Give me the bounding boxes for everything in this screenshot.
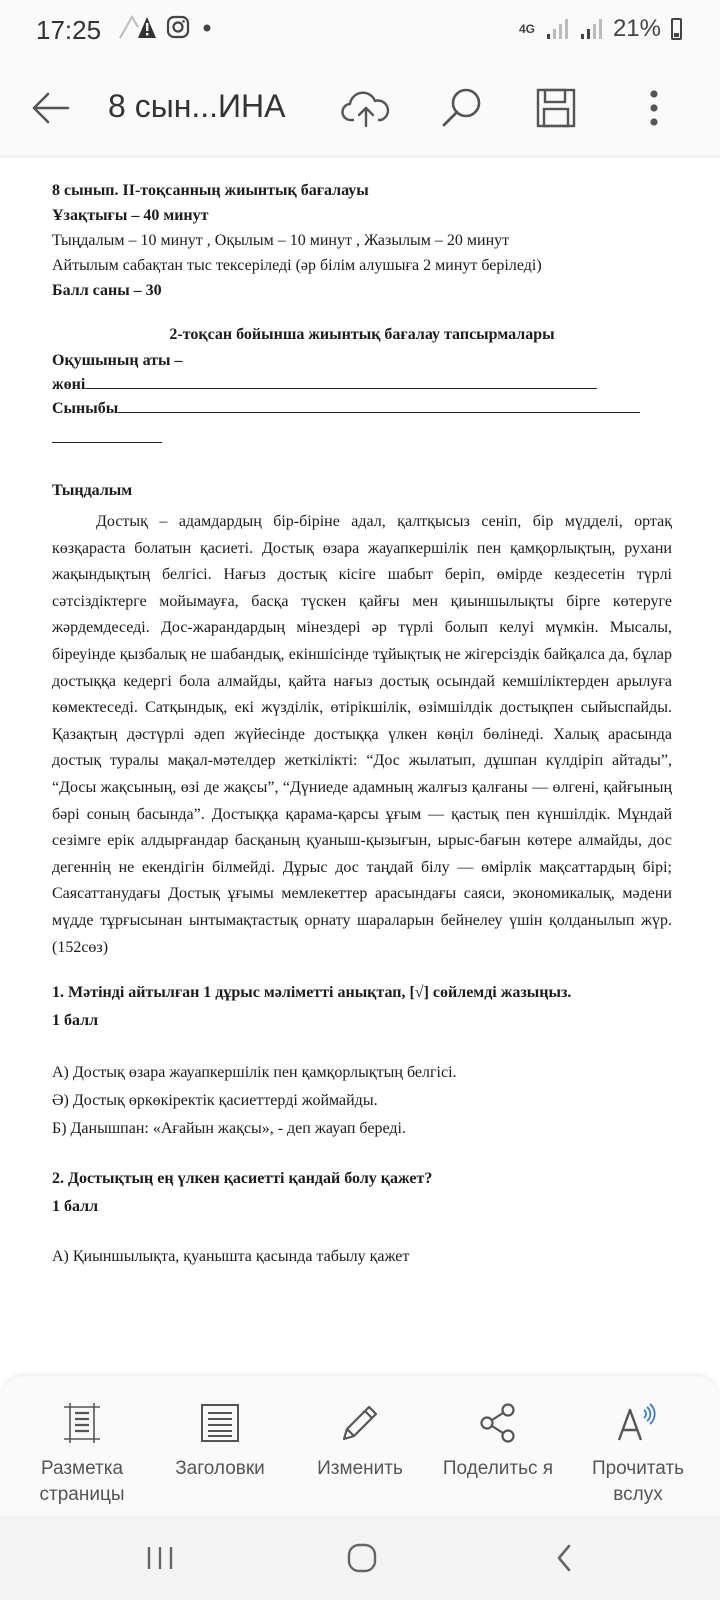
doc-sections: Тыңдалым – 10 минут , Оқылым – 10 минут , Жазылым – 20 минут <box>52 232 510 249</box>
app-bar <box>0 60 720 157</box>
doc-duration: Ұзақтығы – 40 минут <box>52 207 209 224</box>
dot-icon <box>198 15 216 39</box>
toolbar-read-aloud-label: Прочитать вслух <box>591 1458 685 1505</box>
student-name-label: Оқушының аты – <box>52 352 183 369</box>
notification-icons <box>118 14 216 40</box>
pencil-icon <box>290 1398 430 1448</box>
instagram-icon <box>166 15 190 39</box>
more-vert-icon[interactable] <box>628 82 680 134</box>
question-1-options <box>52 1059 672 1143</box>
search-icon[interactable] <box>436 82 488 134</box>
question-2-title: 2. Достықтың ең үлкен қасиетті қандай болу қажет? <box>52 1170 433 1188</box>
status-bar <box>0 0 720 60</box>
student-surname-row <box>52 373 672 397</box>
read-aloud-icon <box>568 1398 708 1448</box>
system-nav-bar <box>0 1516 720 1600</box>
toolbar-edit-label: Изменить <box>317 1458 403 1479</box>
toolbar-read-aloud[interactable] <box>568 1398 708 1508</box>
q1-option-ae: Ә) Достық өркөкіректік қасиеттерді жоймайды. <box>52 1092 378 1110</box>
home-icon[interactable] <box>332 1536 392 1580</box>
share-icon <box>428 1398 568 1448</box>
signal-icon-2 <box>579 18 603 40</box>
network-type: 4G <box>518 22 535 36</box>
toolbar-edit[interactable] <box>290 1398 430 1482</box>
signal-icon <box>545 18 569 40</box>
doc-header <box>52 178 672 303</box>
toolbar-headings-label: Заголовки <box>175 1458 265 1479</box>
extra-blank-row <box>52 427 672 451</box>
doc-speaking-note: Айтылым сабақтан тыс тексеріледі (әр білім алушыға 2 минут беріледі) <box>52 257 542 274</box>
save-icon[interactable] <box>530 82 582 134</box>
status-time: 17:25 <box>36 15 102 45</box>
toolbar-page-layout[interactable] <box>12 1398 152 1508</box>
class-blank-line <box>118 398 640 413</box>
toolbar-headings[interactable] <box>150 1398 290 1482</box>
q1-option-a: А) Достық өзара жауапкершілік пен қамқорлықтың белгісі. <box>52 1064 457 1082</box>
class-label: Сыныбы <box>52 400 119 417</box>
question-1-title: 1. Мәтінді айтылған 1 дұрыс мәліметті анықтап, [√] сөйлемді жазыңыз. <box>52 984 572 1002</box>
question-2-points: 1 балл <box>52 1198 99 1216</box>
bottom-toolbar <box>0 1376 720 1516</box>
headings-icon <box>150 1398 290 1448</box>
extra-blank-line <box>52 428 162 443</box>
document-title: 8 сын...ИНА <box>108 88 286 124</box>
toolbar-share[interactable] <box>428 1398 568 1482</box>
toolbar-share-label: Поделитьс я <box>442 1458 554 1479</box>
toolbar-page-layout-label: Разметка страницы <box>39 1458 125 1505</box>
doc-title: 8 сынып. II-тоқсанның жиынтық бағалауы <box>52 182 369 199</box>
q1-option-b: Б) Данышпан: «Ағайын жақсы», - деп жауап береді. <box>52 1120 406 1138</box>
battery-icon <box>671 18 682 40</box>
warning-icon <box>118 14 158 40</box>
task-title: 2-тоқсан бойынша жиынтық бағалау тапсырмалары <box>169 326 555 343</box>
back-arrow-icon[interactable] <box>24 82 76 134</box>
page-layout-icon <box>12 1398 152 1448</box>
listening-passage: Достық – адамдардың бір-біріне адал, қалтқысыз сеніп, бір мүдделі, ортақ көзқараста болатын қасиеті. Достық өзара жауапкершілік пен қамқорлықтың, рухани жақындықтың белгісі. Нағыз достық кісіге шабыт беріп, өмірде кездесетін түрлі сәтсіздіктерге мойымауға, басқа түскен қайғы мен қиыншылықты бірге көтеруге жәрдемдеседі. Дос-жарандардың мінездері әр түрлі болып келуі мүмкін. Мысалы, біреуінде қызбалық не шабандық, екіншісінде тұйықтық не жігерсіздік байқалса да, бұлар достыққа кедергі бола алмайды, қайта нағыз достық осындай кемшіліктерден арылуға көмектеседі. Сатқындық, екі жүзділік, өтірікшілік, өзімшілдік достықпен сыйыспайды. Қазақтың дәстүрлі әдеп жүйесінде достыққа үлкен көңіл бөлінеді. Халық арасында достық туралы мақал-мәтелдер жеткілікті: “Дос жылатып, дұшпан күлдіріп айтады”, “Досы жақсының, өзі де жақсы”, “Дүниеде адамның жалғыз қалғаны — өлгені, қайғының бәрі соның басында”. Достыққа қарама-қарсы ұғым — қастық пен күншілдік. Мұндай сезімге ерік алдырғандар басқаның қуаныш-қызығын, ырыс-бағын көтере алмайды, дос дегеннің не екендігін білмейді. Дұрыс дос таңдай білу — өмірлік мақсаттардың бірі; Саясаттанудағы Достық ұғымы мемлекеттер арасындағы саяси, экономикалық, мәдени мүдде тұрғысынан ынтымақтастық орнату шараларын бейнелеу үшін қолданылып жүр. (152сөз) <box>52 513 672 956</box>
battery-percent: 21% <box>612 15 661 42</box>
back-icon[interactable] <box>534 1536 594 1580</box>
doc-points: Балл саны – 30 <box>52 282 162 299</box>
recents-icon[interactable] <box>130 1536 190 1580</box>
student-surname-label: жөні <box>52 376 86 393</box>
status-right <box>519 15 682 43</box>
question-1-points: 1 балл <box>52 1012 99 1030</box>
document-page <box>52 178 672 1269</box>
class-row <box>52 397 672 421</box>
section-title: Тыңдалым <box>52 482 133 499</box>
cloud-upload-icon[interactable] <box>340 82 392 134</box>
surname-blank-line <box>85 374 597 389</box>
q2-option-a: А) Қиыншылықта, қуанышта қасында табылу қажет <box>52 1248 410 1266</box>
